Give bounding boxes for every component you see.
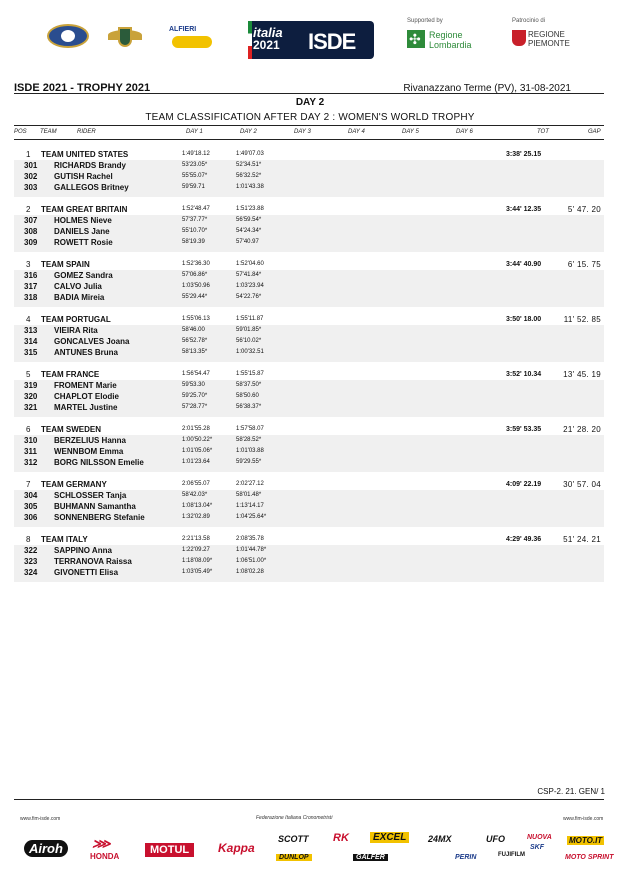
rider-row <box>14 215 604 226</box>
rider-name: CALVO Julia <box>54 282 102 291</box>
col-tot: TOT <box>537 129 549 135</box>
team-position: 7 <box>26 480 31 489</box>
sponsor-moto-it: MOTO.IT <box>569 836 603 845</box>
col-team: TEAM <box>40 129 57 135</box>
rider-number: 306 <box>24 513 38 522</box>
rider-row <box>14 226 604 237</box>
team-total-time: 3:50' 18.00 <box>506 316 542 323</box>
fmi-logo <box>108 24 142 50</box>
footer-divider <box>14 799 604 800</box>
rider-name: TERRANOVA Raissa <box>54 557 132 566</box>
team-day1-time: 1:56'54.47 <box>182 371 210 377</box>
rider-name: GONCALVES Joana <box>54 337 130 346</box>
team-position: 8 <box>26 535 31 544</box>
rider-name: GIVONETTI Elisa <box>54 568 119 577</box>
rider-number: 315 <box>24 348 38 357</box>
rider-name: CHAPLOT Elodie <box>54 392 119 401</box>
rider-number: 320 <box>24 392 38 401</box>
lombardia-cross-icon <box>407 30 425 48</box>
sponsor-honda: HONDA <box>90 852 120 861</box>
rider-name: GOMEZ Sandra <box>54 271 113 280</box>
team-day1-time: 2:21'13.58 <box>182 536 210 542</box>
rider-number: 317 <box>24 282 38 291</box>
rider-name: BADIA Mireia <box>54 293 105 302</box>
team-position: 4 <box>26 315 31 324</box>
rider-day2-time: 57'40.97 <box>236 239 259 245</box>
rider-day2-time: 1:01'43.38 <box>236 184 264 190</box>
col-day1: DAY 1 <box>186 129 203 135</box>
rider-day1-time: 1:22'09.27 <box>182 547 210 553</box>
rider-day2-time: 56'32.52* <box>236 173 262 179</box>
rider-day2-time: 1:01'03.88 <box>236 448 264 454</box>
sponsor-dunlop: DUNLOP <box>276 854 312 861</box>
col-rider: RIDER <box>77 129 96 135</box>
team-row <box>14 534 604 545</box>
team-day1-time: 1:55'06.13 <box>182 316 210 322</box>
rider-name: WENNBOM Emma <box>54 447 124 456</box>
team-total-time: 4:09' 22.19 <box>506 481 542 488</box>
team-gap: 11' 52. 85 <box>563 315 601 324</box>
rider-number: 305 <box>24 502 38 511</box>
alfieri-logo-text: ALFIERI <box>169 26 197 33</box>
rider-day1-time: 1:03'05.49* <box>182 569 213 575</box>
rider-day2-time: 58'01.48* <box>236 492 262 498</box>
team-block <box>0 314 620 369</box>
team-day2-time: 1:57'58.07 <box>236 426 264 432</box>
rider-name: DANIELS Jane <box>54 227 110 236</box>
isde-logo-year: 2021 <box>253 38 280 52</box>
sponsor-rk: RK <box>333 832 349 844</box>
rider-day2-time: 1:03'23.94 <box>236 283 264 289</box>
team-total-time: 3:52' 10.34 <box>506 371 542 378</box>
rider-day2-time: 54'22.76* <box>236 294 262 300</box>
team-total-time: 3:38' 25.15 <box>506 151 542 158</box>
rider-day1-time: 56'52.78* <box>182 338 208 344</box>
team-total-time: 3:44' 40.90 <box>506 261 542 268</box>
rider-name: BUHMANN Samantha <box>54 502 136 511</box>
rider-day2-time: 57'41.84* <box>236 272 262 278</box>
rider-row <box>14 391 604 402</box>
rider-number: 318 <box>24 293 38 302</box>
sponsor-kappa: Kappa <box>218 841 255 855</box>
rider-row <box>14 490 604 501</box>
rider-row <box>14 545 604 556</box>
team-block-spacer <box>14 578 604 582</box>
rider-day1-time: 58'13.35* <box>182 349 208 355</box>
rider-number: 301 <box>24 161 38 170</box>
rider-day1-time: 58'19.39 <box>182 239 205 245</box>
location-date: Rivanazzano Terme (PV), 31-08-2021 <box>403 83 571 94</box>
team-block-spacer <box>14 193 604 197</box>
fim-logo <box>47 24 89 48</box>
sponsor-excel: EXCEL <box>370 832 409 843</box>
rider-number: 304 <box>24 491 38 500</box>
subtitle-divider <box>14 125 604 126</box>
rider-row <box>14 457 604 468</box>
team-name: TEAM GREAT BRITAIN <box>41 205 128 214</box>
team-day1-time: 1:52'36.30 <box>182 261 210 267</box>
team-day1-time: 2:01'55.28 <box>182 426 210 432</box>
regione-lombardia-logo <box>405 18 485 58</box>
day-title: DAY 2 <box>295 97 325 108</box>
rider-number: 313 <box>24 326 38 335</box>
rider-number: 312 <box>24 458 38 467</box>
sponsor-galfer: GALFER <box>353 854 388 861</box>
rider-day1-time: 1:08'13.04* <box>182 503 213 509</box>
rider-day1-time: 58'46.00 <box>182 327 205 333</box>
team-day2-time: 1:55'15.87 <box>236 371 264 377</box>
rider-day1-time: 59'59.71 <box>182 184 205 190</box>
document-code: CSP-2. 21. GEN/ 1 <box>537 787 605 796</box>
team-total-time: 3:44' 12.35 <box>506 206 542 213</box>
col-day3: DAY 3 <box>294 129 311 135</box>
rider-row <box>14 325 604 336</box>
rider-name: VIEIRA Rita <box>54 326 98 335</box>
rider-day2-time: 1:04'25.64* <box>236 514 267 520</box>
team-row <box>14 204 604 215</box>
isde-logo-mark: ISDE <box>308 29 356 54</box>
rider-name: GUTISH Rachel <box>54 172 113 181</box>
piemonte-supported-text: Patrocinio di <box>512 18 546 24</box>
column-headers <box>0 129 620 139</box>
rider-row <box>14 347 604 358</box>
team-block-spacer <box>14 358 604 362</box>
sponsor-perin: PERIN <box>455 854 477 861</box>
rider-row <box>14 512 604 523</box>
team-block <box>0 149 620 204</box>
honda-wing-icon: ⋙ <box>92 836 111 851</box>
rider-day1-time: 57'28.77* <box>182 404 208 410</box>
team-gap: 5' 47. 20 <box>567 205 601 214</box>
sponsor-nuova: NUOVA <box>527 834 552 841</box>
team-gap: 30' 57. 04 <box>563 480 601 489</box>
team-row <box>14 259 604 270</box>
rider-name: SAPPINO Anna <box>54 546 112 555</box>
team-gap: 51' 24. 21 <box>563 535 601 544</box>
team-name: TEAM GERMANY <box>41 480 107 489</box>
team-block-spacer <box>14 303 604 307</box>
team-gap: 6' 15. 75 <box>567 260 601 269</box>
rider-number: 322 <box>24 546 38 555</box>
rider-row <box>14 446 604 457</box>
col-day5: DAY 5 <box>402 129 419 135</box>
rider-row <box>14 281 604 292</box>
rider-day2-time: 1:06'51.00* <box>236 558 267 564</box>
rider-day1-time: 1:03'50.96 <box>182 283 210 289</box>
rider-name: ANTUNES Bruna <box>54 348 119 357</box>
results-table <box>0 149 620 589</box>
rider-day1-time: 55'55.07* <box>182 173 208 179</box>
rider-name: MARTEL Justine <box>54 403 118 412</box>
sponsor-ufo: UFO <box>486 834 505 844</box>
rider-row <box>14 270 604 281</box>
piemonte-name: REGIONE PIEMONTE <box>528 30 570 48</box>
team-block <box>0 369 620 424</box>
rider-number: 302 <box>24 172 38 181</box>
team-name: TEAM SPAIN <box>41 260 90 269</box>
team-block <box>0 479 620 534</box>
team-day1-time: 1:52'48.47 <box>182 206 210 212</box>
rider-number: 314 <box>24 337 38 346</box>
classification-subtitle: TEAM CLASSIFICATION AFTER DAY 2 : WOMEN'S WORLD TROPHY <box>145 112 475 123</box>
team-total-time: 4:29' 49.36 <box>506 536 542 543</box>
team-block-spacer <box>14 248 604 252</box>
sponsor-skf: SKF <box>530 844 544 851</box>
team-day1-time: 1:49'18.12 <box>182 151 210 157</box>
team-block <box>0 259 620 314</box>
team-position: 2 <box>26 205 31 214</box>
team-block <box>0 534 620 589</box>
sponsor-24mx: 24MX <box>428 834 452 844</box>
rider-day1-time: 1:01'05.06* <box>182 448 213 454</box>
rider-number: 316 <box>24 271 38 280</box>
rider-day1-time: 57'37.77* <box>182 217 208 223</box>
col-pos: POS <box>14 129 27 135</box>
rider-name: ROWETT Rosie <box>54 238 113 247</box>
rider-name: SCHLOSSER Tanja <box>54 491 127 500</box>
rider-row <box>14 336 604 347</box>
lombardia-supported-text: Supported by <box>407 18 443 24</box>
header-logos <box>0 18 620 66</box>
team-row <box>14 149 604 160</box>
footer-url-right: www.fim-isde.com <box>563 816 604 822</box>
regione-piemonte-logo <box>510 18 570 58</box>
team-day1-time: 2:06'55.07 <box>182 481 210 487</box>
team-position: 5 <box>26 370 31 379</box>
rider-number: 310 <box>24 436 38 445</box>
team-gap: 13' 45. 19 <box>563 370 601 379</box>
fici-text: Federazione Italiana Cronometristi <box>256 815 333 821</box>
sponsor-scott: SCOTT <box>278 834 309 844</box>
team-position: 3 <box>26 260 31 269</box>
sponsor-moto-sprint: MOTO SPRINT <box>565 854 614 861</box>
header-divider <box>14 93 604 94</box>
rider-day2-time: 1:08'02.28 <box>236 569 264 575</box>
rider-row <box>14 182 604 193</box>
rider-name: GALLEGOS Britney <box>54 183 129 192</box>
rider-day1-time: 58'42.03* <box>182 492 208 498</box>
team-name: TEAM UNITED STATES <box>41 150 129 159</box>
rider-name: BORG NILSSON Emelie <box>54 458 144 467</box>
rider-day2-time: 54'24.34* <box>236 228 262 234</box>
team-row <box>14 369 604 380</box>
rider-day1-time: 55'10.70* <box>182 228 208 234</box>
rider-day2-time: 58'28.52* <box>236 437 262 443</box>
rider-row <box>14 292 604 303</box>
rider-number: 309 <box>24 238 38 247</box>
rider-day2-time: 1:13'14.17 <box>236 503 264 509</box>
footer-url-left: www.fim-isde.com <box>20 816 61 822</box>
rider-row <box>14 160 604 171</box>
rider-name: FROMENT Marie <box>54 381 117 390</box>
sponsor-airoh: Airoh <box>24 840 68 857</box>
rider-row <box>14 567 604 578</box>
rider-name: BERZELIUS Hanna <box>54 436 127 445</box>
rider-day1-time: 55'29.44* <box>182 294 208 300</box>
rider-day1-time: 59'53.30 <box>182 382 205 388</box>
team-row <box>14 424 604 435</box>
rider-row <box>14 435 604 446</box>
rider-row <box>14 556 604 567</box>
team-gap: 21' 28. 20 <box>563 425 601 434</box>
rider-day2-time: 1:01'44.78* <box>236 547 267 553</box>
team-day2-time: 2:08'35.78 <box>236 536 264 542</box>
rider-day2-time: 58'37.50* <box>236 382 262 388</box>
column-divider <box>14 139 604 140</box>
team-block-spacer <box>14 523 604 527</box>
rider-day2-time: 59'01.85* <box>236 327 262 333</box>
team-block-spacer <box>14 413 604 417</box>
team-block <box>0 424 620 479</box>
rider-number: 307 <box>24 216 38 225</box>
team-block-spacer <box>14 468 604 472</box>
isde-logo <box>248 21 374 59</box>
col-day2: DAY 2 <box>240 129 257 135</box>
rider-row <box>14 402 604 413</box>
rider-day1-time: 1:00'50.22* <box>182 437 213 443</box>
rider-row <box>14 237 604 248</box>
rider-day2-time: 56'38.37* <box>236 404 262 410</box>
rider-day1-time: 59'25.70* <box>182 393 208 399</box>
team-day2-time: 2:02'27.12 <box>236 481 264 487</box>
isde-logo-italia: italia <box>253 25 283 40</box>
rider-day2-time: 56'10.02* <box>236 338 262 344</box>
team-block <box>0 204 620 259</box>
rider-day1-time: 57'06.86* <box>182 272 208 278</box>
rider-row <box>14 171 604 182</box>
rider-row <box>14 501 604 512</box>
team-name: TEAM FRANCE <box>41 370 100 379</box>
rider-number: 311 <box>24 447 37 456</box>
team-day2-time: 1:49'07.03 <box>236 151 264 157</box>
sponsor-fujifilm: FUJIFILM <box>498 852 525 858</box>
lombardia-name: Regione Lombardia <box>429 30 472 50</box>
rider-day1-time: 1:32'02.89 <box>182 514 210 520</box>
rider-number: 319 <box>24 381 38 390</box>
col-day4: DAY 4 <box>348 129 365 135</box>
rider-name: SONNENBERG Stefanie <box>54 513 145 522</box>
rider-number: 308 <box>24 227 38 236</box>
team-row <box>14 314 604 325</box>
rider-number: 321 <box>24 403 38 412</box>
piemonte-shield-icon <box>512 30 526 46</box>
team-position: 6 <box>26 425 31 434</box>
rider-day1-time: 1:01'23.64 <box>182 459 210 465</box>
team-position: 1 <box>26 150 31 159</box>
col-day6: DAY 6 <box>456 129 473 135</box>
rider-name: RICHARDS Brandy <box>54 161 127 170</box>
sponsor-motul: MOTUL <box>145 843 194 857</box>
team-day2-time: 1:52'04.60 <box>236 261 264 267</box>
rider-day1-time: 1:18'08.09* <box>182 558 213 564</box>
rider-number: 324 <box>24 568 38 577</box>
team-day2-time: 1:51'23.88 <box>236 206 264 212</box>
rider-day2-time: 1:00'32.51 <box>236 349 264 355</box>
rider-number: 303 <box>24 183 38 192</box>
team-day2-time: 1:55'11.87 <box>236 316 264 322</box>
team-row <box>14 479 604 490</box>
team-name: TEAM SWEDEN <box>41 425 101 434</box>
sponsor-footer <box>0 812 620 876</box>
team-name: TEAM ITALY <box>41 535 88 544</box>
team-total-time: 3:59' 53.35 <box>506 426 542 433</box>
rider-day2-time: 56'59.54* <box>236 217 262 223</box>
team-name: TEAM PORTUGAL <box>41 315 111 324</box>
rider-number: 323 <box>24 557 38 566</box>
col-gap: GAP <box>588 129 601 135</box>
rider-day1-time: 53'23.05* <box>182 162 208 168</box>
rider-row <box>14 380 604 391</box>
rider-day2-time: 59'29.55* <box>236 459 262 465</box>
rider-day2-time: 52'34.51* <box>236 162 262 168</box>
rider-name: HOLMES Nieve <box>54 216 112 225</box>
event-title: ISDE 2021 - TROPHY 2021 <box>14 82 151 94</box>
alfieri-logo <box>169 26 215 52</box>
rider-day2-time: 58'50.60 <box>236 393 259 399</box>
